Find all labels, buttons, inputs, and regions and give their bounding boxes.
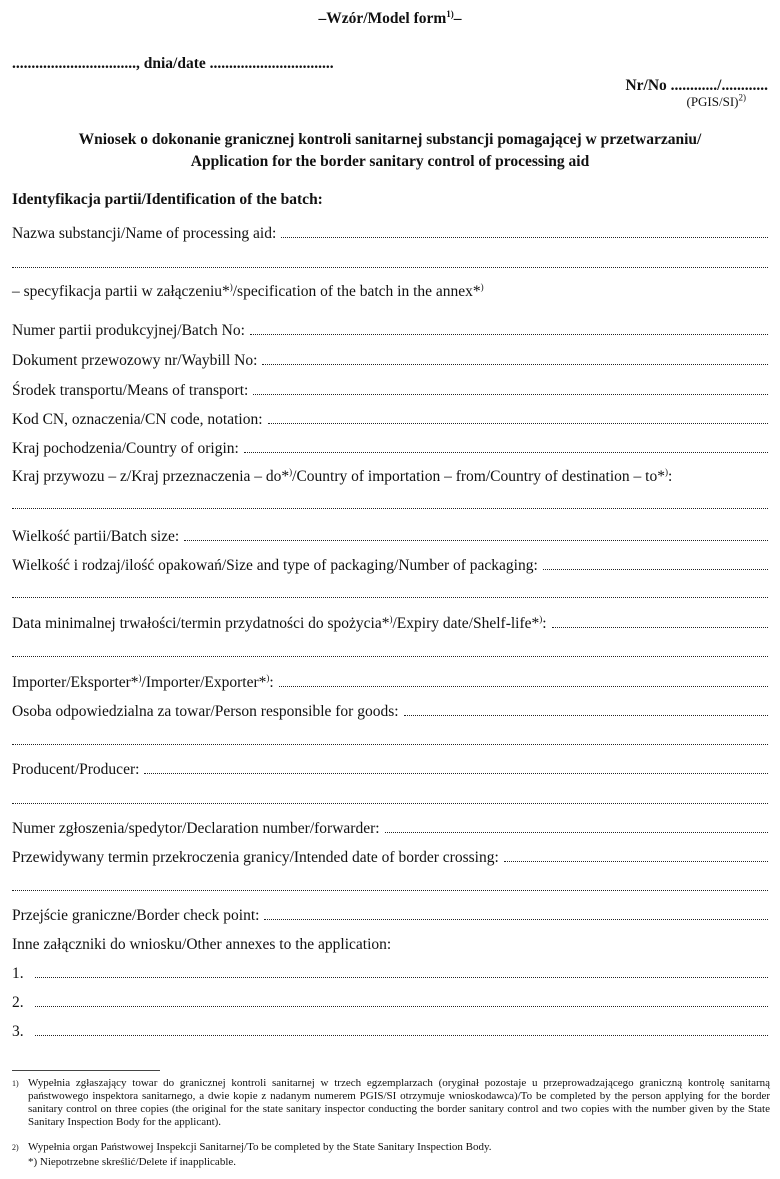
annex-1-label: 1. [12, 965, 24, 982]
packaging-continuation[interactable] [12, 586, 768, 598]
declaration-label: Numer zgłoszenia/spedytor/Declaration number/forwarder: [12, 820, 380, 837]
check-point-label: Przejście graniczne/Border check point: [12, 907, 260, 924]
substance-name-field[interactable] [12, 225, 768, 245]
substance-name-continuation[interactable] [12, 256, 768, 268]
producer-field[interactable] [12, 761, 768, 781]
batch-size-label: Wielkość partii/Batch size: [12, 528, 180, 545]
batch-spec-note: – specyfikacja partii w załączeniu*)/specification of the batch in the annex*) [12, 281, 484, 300]
batch-no-label: Numer partii produkcyjnej/Batch No: [12, 322, 245, 339]
expiry-continuation[interactable] [12, 645, 768, 657]
footnote-3: *) Niepotrzebne skreślić/Delete if inapplicable. [28, 1156, 237, 1168]
check-point-field[interactable] [12, 907, 768, 927]
annex-3-label: 3. [12, 1023, 24, 1040]
waybill-field[interactable] [12, 352, 768, 372]
responsible-label: Osoba odpowiedzialna za towar/Person responsible for goods: [12, 703, 399, 720]
batch-no-field[interactable] [12, 322, 768, 342]
importer-label: Importer/Eksporter*)/Importer/Exporter*): [12, 672, 274, 691]
footnote-divider [12, 1070, 160, 1071]
title-pl: Wniosek o dokonanie granicznej kontroli sanitarnej substancji pomagającej w przetwarzaniu/ [78, 131, 702, 148]
declaration-field[interactable] [12, 820, 768, 840]
expiry-label: Data minimalnej trwałości/termin przydatności do spożycia*)/Expiry date/Shelf-life*): [12, 613, 547, 632]
expiry-field[interactable] [12, 615, 768, 635]
title-en: Application for the border sanitary control of processing aid [190, 153, 590, 170]
model-form-title: –Wzór/Model form$^{1)}$– [318, 8, 462, 27]
date-line[interactable]: ................................, dnia/date ................................ [12, 55, 334, 72]
border-date-continuation[interactable] [12, 879, 768, 891]
cn-code-field[interactable] [12, 411, 768, 431]
pgis-label: (PGIS/SI)$^{2)}$ [686, 92, 746, 109]
transport-label: Środek transportu/Means of transport: [12, 382, 249, 399]
responsible-field[interactable] [12, 703, 768, 723]
waybill-label: Dokument przewozowy nr/Waybill No: [12, 352, 258, 369]
producer-label: Producent/Producer: [12, 761, 140, 778]
origin-label: Kraj pochodzenia/Country of origin: [12, 440, 239, 457]
nr-no-field[interactable]: Nr/No ............/............ [625, 77, 768, 94]
origin-field[interactable] [12, 440, 768, 460]
packaging-label: Wielkość i rodzaj/ilość opakowań/Size and type of packaging/Number of packaging: [12, 557, 538, 574]
annex-1-field[interactable] [12, 965, 768, 985]
import-destination-label: Kraj przywozu – z/Kraj przeznaczenia – do*)/Country of importation – from/Country of destination – to*): [12, 466, 673, 485]
substance-name-label: Nazwa substancji/Name of processing aid: [12, 225, 277, 242]
annexes-heading: Inne załączniki do wniosku/Other annexes to the application: [12, 936, 392, 953]
cn-code-label: Kod CN, oznaczenia/CN code, notation: [12, 411, 263, 428]
batch-size-field[interactable] [12, 528, 768, 548]
section-heading: Identyfikacja partii/Identification of the batch: [12, 191, 323, 208]
packaging-field[interactable] [12, 557, 768, 577]
import-destination-field[interactable] [12, 497, 768, 509]
footnote-2: 2) Wypełnia organ Państwowej Inspekcji Sanitarnej/To be completed by the State Sanitary Inspection Body. [12, 1141, 492, 1153]
annex-3-field[interactable] [12, 1023, 768, 1043]
annex-2-field[interactable] [12, 994, 768, 1014]
responsible-continuation[interactable] [12, 733, 768, 745]
border-date-label: Przewidywany termin przekroczenia granicy/Intended date of border crossing: [12, 849, 499, 866]
border-date-field[interactable] [12, 849, 768, 869]
annex-2-label: 2. [12, 994, 24, 1011]
transport-field[interactable] [12, 382, 768, 402]
producer-continuation[interactable] [12, 792, 768, 804]
footnote-1: 1) Wypełnia zgłaszający towar do granicznej kontroli sanitarnej w trzech egzemplarzach (oryginał pozostaje u przeprowadzającego graniczną kontrolę sanitarną państwowego inspektora sanitarnego, a dwie kopie z nadanym numerem PGIS/SI otrzymuje wnioskodawca)/To be completed by the person applying for the border sanitary control on three copies (the original for the state sanitary inspector conducting the border sanitary control and two copies with the number given by the State Sanitary Inspection Body for the applicant). [12, 1077, 770, 1128]
importer-field[interactable] [12, 674, 768, 694]
